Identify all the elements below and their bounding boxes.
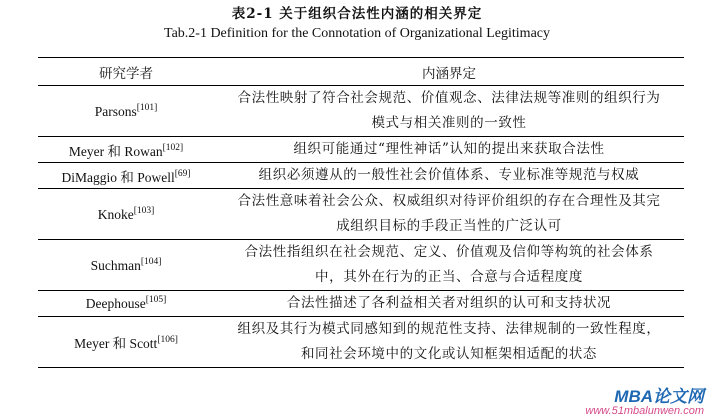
table-row	[38, 163, 684, 189]
definition-line: 合法性意味着社会公众、权威组织对待评价组织的存在合理性及其完	[237, 193, 661, 209]
definition-line: 成组织目标的手段正当性的广泛认可	[336, 218, 562, 234]
definition-cell	[214, 86, 684, 137]
scholar-cell	[38, 86, 214, 137]
definition-line: 合法性指组织在社会规范、定义、价值观及信仰等构筑的社会体系	[244, 244, 654, 260]
table-header-row	[38, 58, 684, 86]
header-definition: 内涵界定	[214, 58, 684, 86]
table-row	[38, 240, 684, 291]
scholar-name: Meyer 和 Rowan	[68, 143, 163, 159]
scholar-cell	[38, 240, 214, 291]
scholar-cell	[38, 189, 214, 240]
table-row	[38, 291, 684, 317]
definitions-table	[38, 57, 684, 368]
citation-ref: [104]	[140, 256, 162, 267]
scholar-name: Parsons	[94, 103, 137, 119]
citation-ref: [105]	[145, 295, 167, 305]
definition-line: 组织必须遵从的一般性社会价值体系、专业标准等规范与权威	[258, 167, 640, 183]
definition-line: 中，其外在行为的正当、合意与合适程度度	[315, 269, 583, 285]
definition-cell	[214, 317, 684, 368]
watermark-url: www.51mbalunwen.com	[585, 405, 704, 417]
definition-cell	[214, 163, 684, 189]
definition-line: 和同社会环境中的文化或认知框架相适配的状态	[300, 346, 598, 362]
definition-line: 合法性描述了各利益相关者对组织的认可和支持状况	[286, 295, 612, 311]
definition-cell	[214, 240, 684, 291]
table-row	[38, 86, 684, 137]
scholar-name: DiMaggio 和 Powell	[61, 169, 175, 185]
scholar-cell	[38, 163, 214, 189]
citation-ref: [101]	[136, 102, 158, 113]
table-caption-en: Tab.2-1 Definition for the Connotation of Organizational Legitimacy	[164, 26, 550, 41]
watermark-logo: MBA论文网	[614, 387, 704, 406]
citation-ref: [106]	[157, 335, 178, 345]
citation-ref: [69]	[174, 168, 191, 179]
scholar-cell	[38, 317, 214, 368]
scholar-name: Knoke	[97, 206, 134, 222]
scholar-name: Deephouse	[85, 296, 146, 311]
watermark	[554, 388, 704, 417]
scholar-name: Meyer 和 Scott	[74, 336, 158, 351]
definition-line: 合法性映射了符合社会规范、价值观念、法律法规等准则的组织行为	[237, 90, 661, 106]
header-scholar: 研究学者	[38, 58, 214, 86]
scholar-cell	[38, 291, 214, 317]
definition-line: 模式与相关准则的一致性	[371, 115, 527, 131]
table-row	[38, 189, 684, 240]
table-caption-cn: 表2-1 关于组织合法性内涵的相关界定	[231, 6, 483, 22]
table-row	[38, 137, 684, 163]
definition-cell	[214, 291, 684, 317]
definition-line: 组织可能通过“理性神话”认知的提出来获取合法性	[293, 141, 605, 157]
table-row	[38, 317, 684, 368]
definition-cell	[214, 189, 684, 240]
definition-line: 组织及其行为模式同感知到的规范性支持、法律规制的一致性程度，	[237, 321, 661, 337]
scholar-name: Suchman	[90, 257, 141, 273]
citation-ref: [102]	[162, 142, 184, 153]
citation-ref: [103]	[133, 205, 155, 216]
scholar-cell	[38, 137, 214, 163]
definition-cell	[214, 137, 684, 163]
